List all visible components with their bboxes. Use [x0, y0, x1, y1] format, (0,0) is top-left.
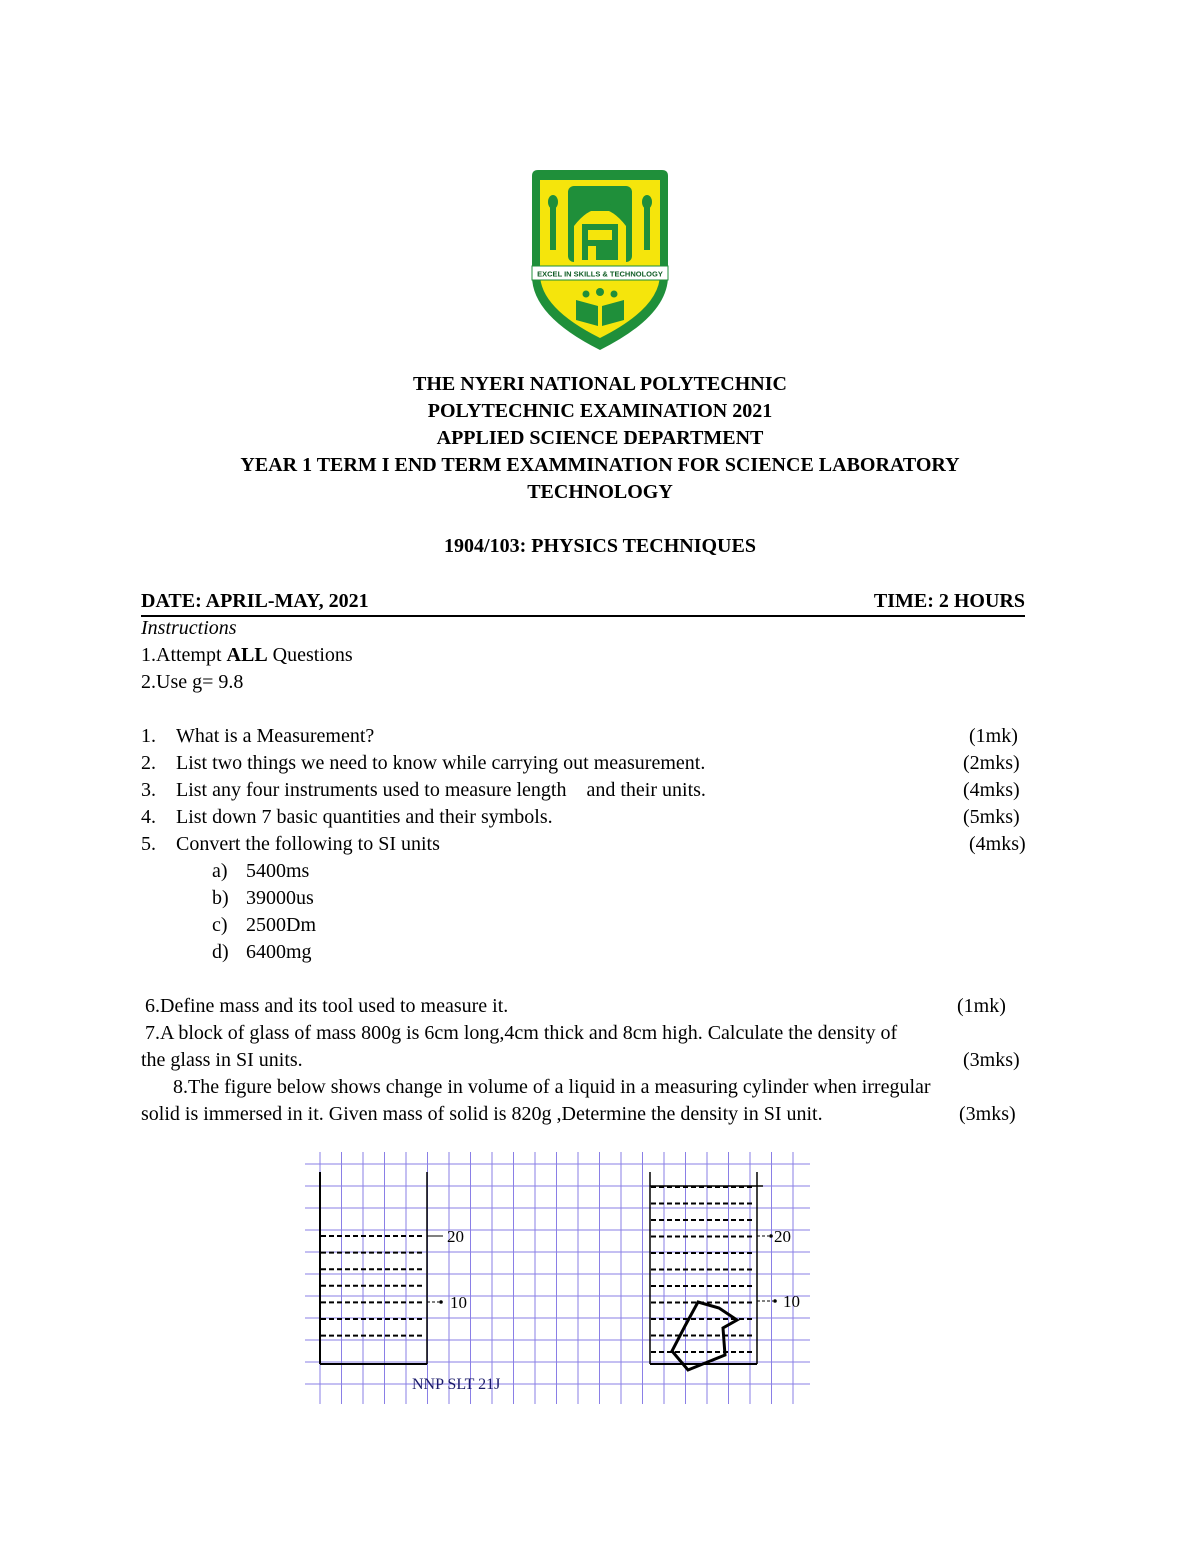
conversion-label: d) — [212, 941, 229, 963]
instructions-heading: Instructions — [141, 617, 237, 639]
left-label-10: 10 — [450, 1293, 467, 1312]
question-text: Convert the following to SI units — [176, 833, 440, 855]
question-7-line2: the glass in SI units. — [141, 1049, 303, 1071]
instruction-1 — [141, 642, 353, 669]
question-6-marks: (1mk) — [957, 995, 1006, 1017]
question-marks: (5mks) — [963, 806, 1020, 828]
conversion-value: 5400ms — [246, 860, 310, 882]
right-label-10: 10 — [783, 1292, 800, 1311]
figure-grid — [305, 1152, 810, 1404]
question-marks: (1mk) — [969, 725, 1018, 747]
cylinder-before-liquid-levels — [321, 1236, 425, 1336]
conversion-label: b) — [212, 887, 229, 909]
instruction-2: 2.Use g= 9.8 — [141, 671, 244, 693]
exam-name: POLYTECHNIC EXAMINATION 2021 — [427, 400, 773, 422]
question-8-marks: (3mks) — [959, 1103, 1016, 1125]
instruction-1-emphasis: ALL — [226, 644, 268, 666]
question-number: 2. — [141, 752, 156, 774]
question-7-marks: (3mks) — [963, 1049, 1020, 1071]
instruction-1-suffix: Questions — [267, 644, 353, 666]
question-text: What is a Measurement? — [176, 725, 375, 747]
exam-title-line2: TECHNOLOGY — [527, 481, 673, 503]
question-number: 4. — [141, 806, 156, 828]
cylinder-after-liquid-levels — [651, 1187, 755, 1352]
question-marks: (2mks) — [963, 752, 1020, 774]
question-marks: (4mks) — [969, 833, 1026, 855]
question-number: 1. — [141, 725, 156, 747]
conversion-value: 2500Dm — [246, 914, 316, 936]
polytechnic-crest-logo — [528, 166, 672, 354]
exam-duration: TIME: 2 HOURS — [873, 590, 1025, 612]
institution-name: THE NYERI NATIONAL POLYTECHNIC — [413, 373, 787, 395]
question-text: List two things we need to know while carrying out measurement. — [176, 752, 706, 774]
question-6-text: 6.Define mass and its tool used to measure it. — [145, 995, 509, 1017]
exam-title-line1: YEAR 1 TERM I END TERM EXAMMINATION FOR SCIENCE LABORATORY — [240, 454, 960, 476]
question-7-line1: 7.A block of glass of mass 800g is 6cm long,4cm thick and 8cm high. Calculate the density of — [145, 1022, 898, 1044]
figure-caption: NNP SLT 21J — [412, 1376, 501, 1393]
crest-motto: EXCEL IN SKILLS & TECHNOLOGY — [537, 269, 663, 279]
torch-left-icon — [550, 206, 556, 250]
conversion-value: 39000us — [246, 887, 314, 909]
conversion-label: a) — [212, 860, 228, 882]
conversion-value: 6400mg — [246, 941, 312, 963]
question-8-line2: solid is immersed in it. Given mass of solid is 820g ,Determine the density in SI unit. — [141, 1103, 823, 1125]
left-label-20: 20 — [447, 1227, 464, 1246]
right-label-20: 20 — [774, 1227, 791, 1246]
course-title: 1904/103: PHYSICS TECHNIQUES — [444, 535, 756, 557]
torch-right-icon — [644, 206, 650, 250]
question-number: 3. — [141, 779, 156, 801]
exam-date: DATE: APRIL-MAY, 2021 — [141, 590, 369, 612]
measuring-cylinder-figure — [305, 1152, 810, 1404]
question-text: List any four instruments used to measure length and their units. — [176, 779, 706, 801]
question-8-line1: 8.The figure below shows change in volume of a liquid in a measuring cylinder when irregular — [173, 1076, 931, 1098]
tick-10-right-dot — [773, 1299, 777, 1303]
instruction-1-prefix: 1.Attempt — [141, 644, 227, 666]
tick-10-left-dot — [439, 1300, 443, 1304]
tick-20-right-dot — [769, 1234, 773, 1238]
question-number: 5. — [141, 833, 156, 855]
crest-letter-block — [582, 224, 618, 260]
question-marks: (4mks) — [963, 779, 1020, 801]
date-time-line — [141, 588, 1025, 617]
department-name: APPLIED SCIENCE DEPARTMENT — [436, 427, 764, 449]
question-text: List down 7 basic quantities and their symbols. — [176, 806, 553, 828]
conversion-label: c) — [212, 914, 228, 936]
